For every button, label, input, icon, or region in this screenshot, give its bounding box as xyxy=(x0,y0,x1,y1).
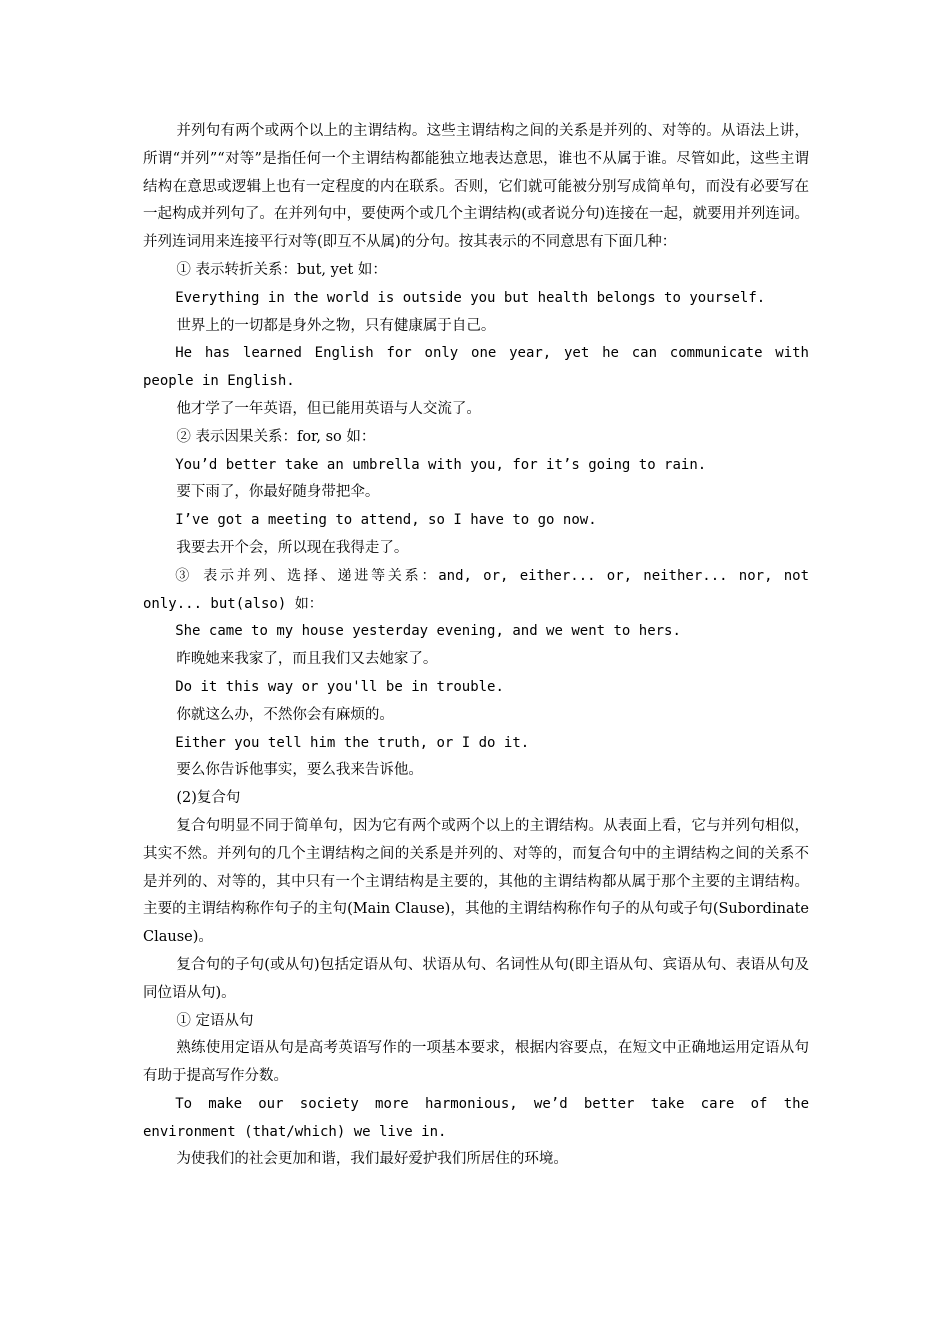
example-english: Do it this way or you'll be in trouble. xyxy=(175,678,504,695)
example-english: You’d better take an umbrella with you, for it’s going to rain. xyxy=(175,456,707,473)
document-body xyxy=(143,118,809,1174)
section-heading-complex-sentence: (2)复合句 xyxy=(176,790,241,807)
example-chinese: 他才学了一年英语，但已能用英语与人交流了。 xyxy=(176,400,481,417)
paragraph-coordinate-intro: 并列句有两个或两个以上的主谓结构。这些主谓结构之间的关系是并列的、对等的。从语法上讲，所谓“并列”“对等”是指任何一个主谓结构都能独立地表达意思，谁也不从属于谁。尽管如此，这些主谓结构在意思或逻辑上也有一定程度的内在联系。否则，它们就可能被分别写成简单句，而没有必要写在一起构成并列句了。在并列句中，要使两个或几个主谓结构(或者说分句)连接在一起，就要用并列连词。并列连词用来连接平行对等(即互不从属)的分句。按其表示的不同意思有下面几种： xyxy=(143,123,809,251)
example-chinese: 我要去开个会，所以现在我得走了。 xyxy=(176,539,409,556)
heading-contrast-conjunctions: ① 表示转折关系：but, yet 如： xyxy=(176,261,387,278)
example-english: Either you tell him the truth, or I do it. xyxy=(175,734,530,751)
paragraph-attributive-intro: 熟练使用定语从句是高考英语写作的一项基本要求，根据内容要点，在短文中正确地运用定语从句有助于提高写作分数。 xyxy=(143,1040,809,1085)
paragraph-complex-intro: 复合句明显不同于简单句，因为它有两个或两个以上的主谓结构。从表面上看，它与并列句相似，其实不然。并列句的几个主谓结构之间的关系是并列的、对等的，而复合句中的主谓结构之间的关系不是并列的、对等的，其中只有一个主谓结构是主要的，其他的主谓结构都从属于那个主要的主谓结构。主要的主谓结构称作句子的主句(Main Clause)，其他的主谓结构称作句子的从句或子句(Subordinate Clause)。 xyxy=(143,817,809,946)
example-chinese: 你就这么办，不然你会有麻烦的。 xyxy=(176,706,394,723)
example-english: Everything in the world is outside you but health belongs to yourself. xyxy=(175,289,766,306)
example-chinese: 为使我们的社会更加和谐，我们最好爱护我们所居住的环境。 xyxy=(176,1151,568,1168)
example-chinese: 要下雨了，你最好随身带把伞。 xyxy=(176,484,380,501)
example-english: To make our society more harmonious, we’d better take care of the environment (that/which) we live in. xyxy=(143,1095,809,1140)
example-chinese: 要么你告诉他事实，要么我来告诉他。 xyxy=(176,762,423,779)
example-chinese: 世界上的一切都是身外之物，只有健康属于自己。 xyxy=(176,317,496,334)
example-english: She came to my house yesterday evening, and we went to hers. xyxy=(175,623,681,640)
heading-cause-conjunctions: ② 表示因果关系：for, so 如： xyxy=(176,428,376,445)
example-english: I’ve got a meeting to attend, so I have to go now. xyxy=(175,512,597,529)
heading-coordination-conjunctions: ③ 表示并列、选择、递进等关系：and, or, either... or, neither... nor, not only... but(also) 如： xyxy=(143,567,809,612)
heading-attributive-clause: ① 定语从句 xyxy=(176,1012,254,1029)
paragraph-clause-types: 复合句的子句(或从句)包括定语从句、状语从句、名词性从句(即主语从句、宾语从句、表语从句及同位语从句)。 xyxy=(143,956,809,1001)
example-english: He has learned English for only one year, yet he can communicate with people in English. xyxy=(143,345,809,390)
example-chinese: 昨晚她来我家了，而且我们又去她家了。 xyxy=(176,651,438,668)
